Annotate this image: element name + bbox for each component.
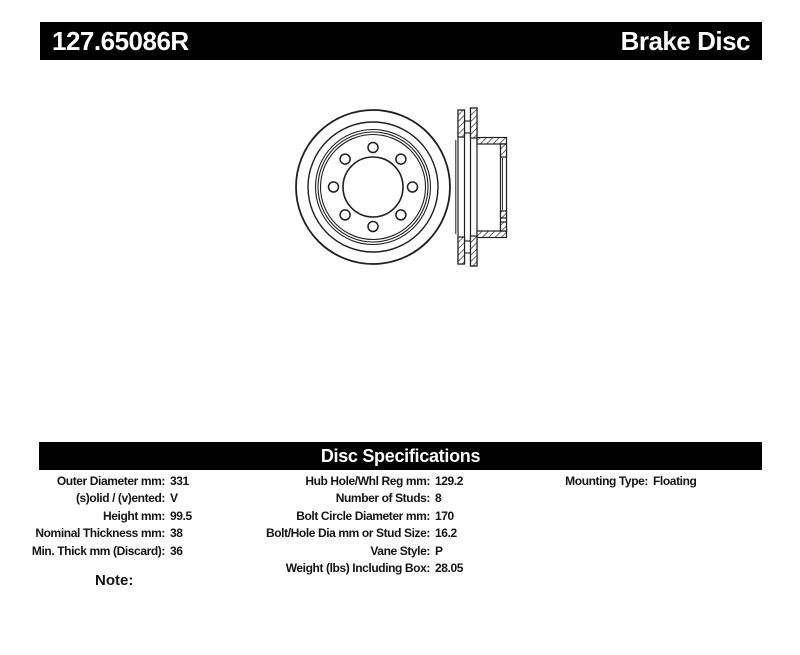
spec-title: Disc Specifications [320,445,481,466]
bolt-hole [396,154,406,164]
inboard-plate-hatch-top [471,108,478,138]
spec-row [12,491,230,508]
hub-ring-inner-circle [321,135,426,240]
brake-disc-cross-section-view [456,108,507,266]
spec-row [230,544,495,561]
bolt-hole [340,210,350,220]
spec-column-middle [230,474,495,578]
spec-row [230,526,495,543]
spec-value: 28.05 [435,560,464,575]
spec-row [533,474,713,491]
bolt-hole [340,154,350,164]
hub-ring-outer-circle [316,130,431,245]
spec-value: 38 [170,526,183,541]
spec-value: Floating [653,474,697,488]
spec-value: 36 [170,543,183,558]
spec-value: 8 [435,491,442,506]
bolt-hole [329,182,339,192]
spec-row [230,509,495,526]
spec-label: Vane Style: [370,543,430,558]
spec-value: 129.2 [435,474,464,488]
spec-row [230,474,495,491]
spec-row [12,526,230,543]
part-number: 127.65086R [52,25,189,56]
spec-row [12,509,230,526]
hat-flange-top [477,138,507,145]
hub-ring-middle-circle [318,132,428,242]
hub-hole-circle [343,157,403,217]
spec-label: Number of Studs: [335,491,430,506]
spec-column-left [12,474,230,561]
outboard-plate-hatch-bottom [458,237,465,264]
spec-value: V [170,491,178,506]
spec-value: P [435,543,443,558]
spec-label: Bolt/Hole Dia mm or Stud Size: [265,526,430,541]
bolt-hole [396,210,406,220]
spec-label: Hub Hole/Whl Reg mm: [305,474,430,488]
brake-disc-front-view [296,110,450,264]
spec-value: 99.5 [170,508,192,523]
spec-row [12,544,230,561]
vane-lines [465,121,471,253]
hat-face-hatch-middle [501,211,507,218]
spec-label: Height mm: [102,508,165,523]
outboard-plate [458,110,465,264]
hat-mounting-face [501,144,507,231]
spec-label: Weight (lbs) Including Box: [285,560,430,575]
header-bar [40,22,762,60]
spec-label: Min. Thick mm (Discard): [31,543,165,558]
note-label: Note: [95,572,134,589]
spec-label: (s)olid / (v)ented: [75,491,165,506]
inboard-plate [471,108,478,266]
outboard-plate-hatch-top [458,110,465,137]
bolt-hole [368,143,378,153]
outer-diameter-circle [296,110,450,264]
bolt-holes [329,143,418,232]
spec-label: Outer Diameter mm: [56,474,165,488]
bolt-hole [408,182,418,192]
braking-surface-circle [308,122,438,252]
spec-title-bar [39,442,762,470]
inboard-plate-hatch-bottom [471,236,478,266]
hat-face-hatch-bottom [501,222,507,231]
spec-label: Bolt Circle Diameter mm: [296,508,430,523]
spec-label: Mounting Type: [565,474,648,488]
hat-face-hatch-top [501,144,507,157]
hat-flange-bottom [477,231,507,238]
spec-label: Nominal Thickness mm: [35,526,165,541]
bolt-hole [368,222,378,232]
spec-row [230,561,495,578]
spec-value: 16.2 [435,526,457,541]
spec-value: 170 [435,508,454,523]
spec-value: 331 [170,474,189,488]
spec-row [12,474,230,491]
product-name: Brake Disc [620,25,750,56]
spec-row [230,491,495,508]
spec-column-right [533,474,713,491]
